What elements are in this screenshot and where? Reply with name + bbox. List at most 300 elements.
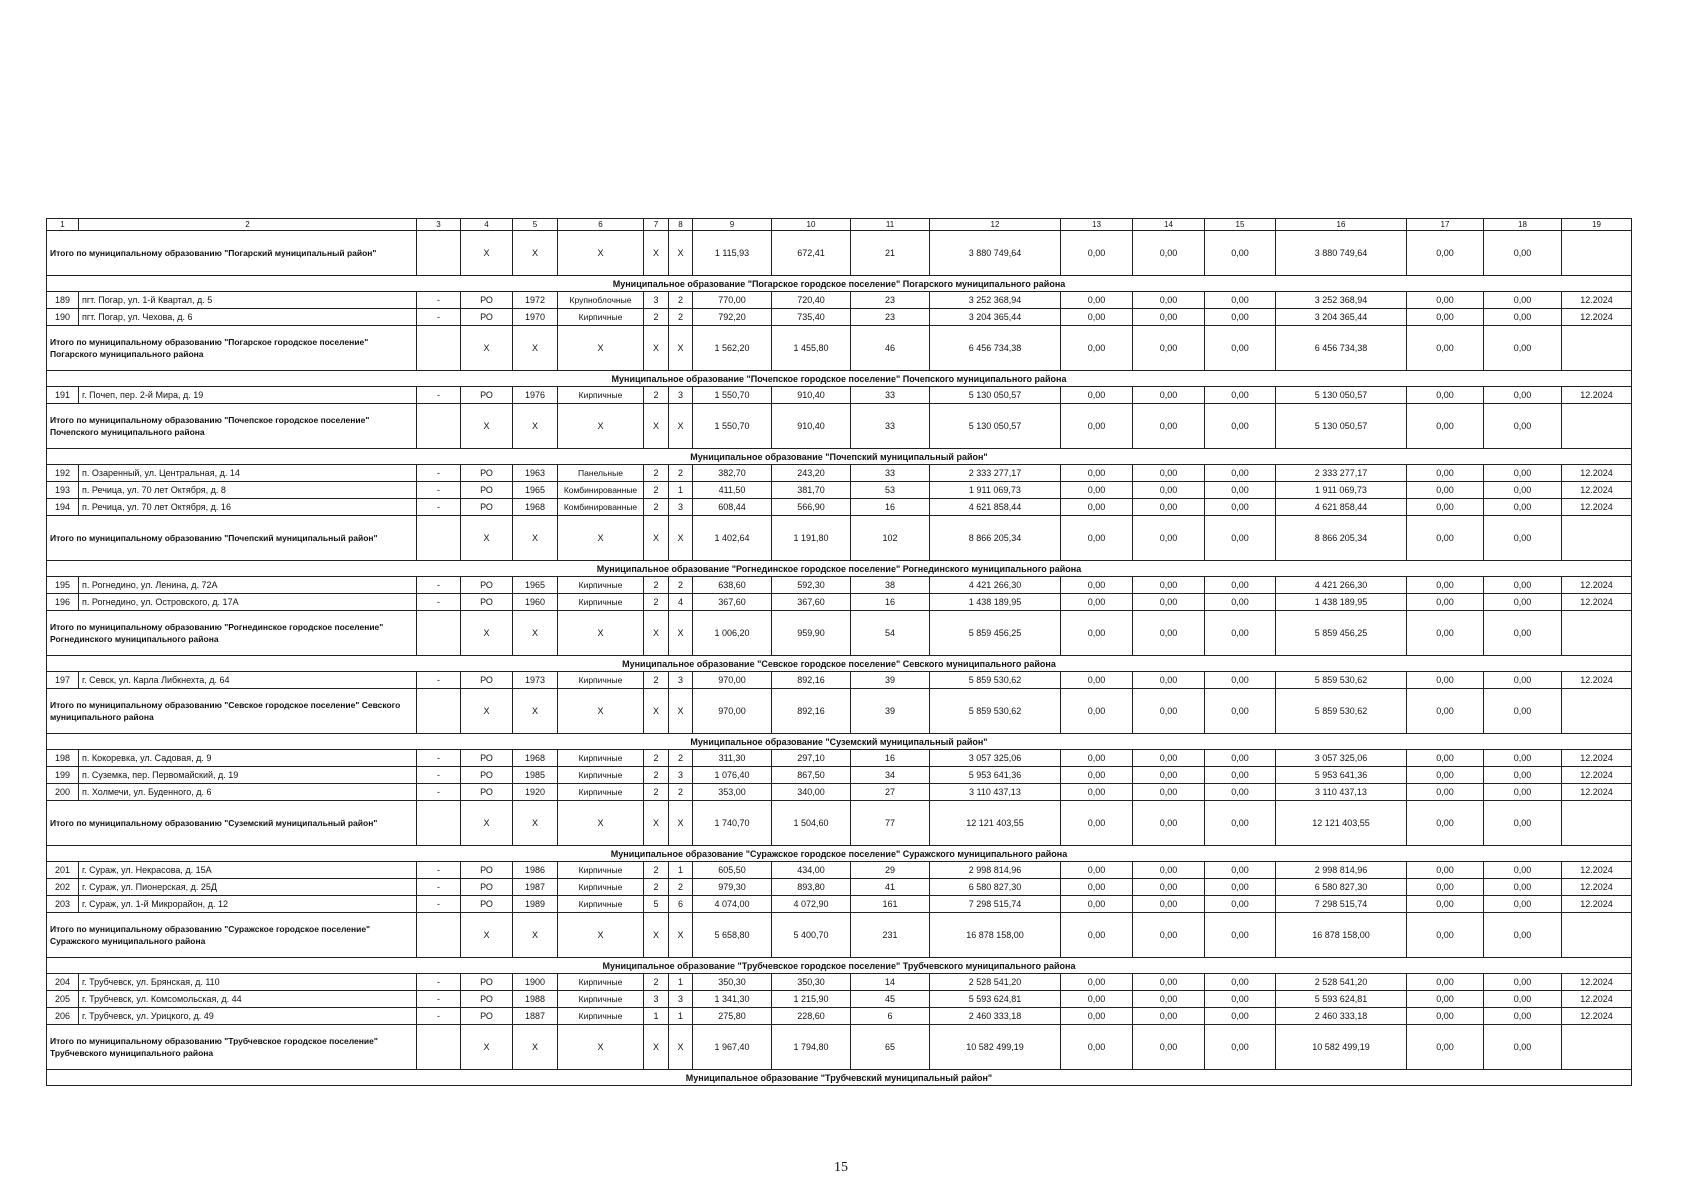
table-cell: РО: [461, 784, 513, 801]
table-cell: 0,00: [1407, 767, 1484, 784]
row-number-cell: 191: [47, 387, 79, 404]
table-cell: 2: [644, 767, 669, 784]
subtotal-cell: 0,00: [1205, 1025, 1276, 1070]
wall-material-cell: Кирпичные: [558, 309, 644, 326]
table-cell: 297,10: [772, 750, 851, 767]
subtotal-cell: X: [461, 611, 513, 656]
table-cell: 0,00: [1205, 482, 1276, 499]
table-cell: 0,00: [1061, 896, 1133, 913]
wall-material-cell: Комбинированные: [558, 482, 644, 499]
table-cell: 0,00: [1205, 862, 1276, 879]
table-row: [47, 1008, 1632, 1025]
subtotal-cell: 1 402,64: [693, 516, 772, 561]
table-cell: 29: [851, 862, 930, 879]
table-cell: 1986: [513, 862, 558, 879]
subtotal-cell: 0,00: [1061, 1025, 1133, 1070]
subtotal-cell: 0,00: [1133, 231, 1205, 276]
table-cell: 0,00: [1407, 387, 1484, 404]
subtotal-cell: 3 880 749,64: [1276, 231, 1407, 276]
column-number: 15: [1205, 219, 1276, 231]
column-number-row: [47, 219, 1632, 231]
table-cell: 12.2024: [1562, 387, 1632, 404]
table-cell: 566,90: [772, 499, 851, 516]
table-cell: 1963: [513, 465, 558, 482]
table-cell: 5 953 641,36: [1276, 767, 1407, 784]
subtotal-cell: 0,00: [1407, 404, 1484, 449]
table-cell: 12.2024: [1562, 594, 1632, 611]
subtotal-cell: 0,00: [1133, 1025, 1205, 1070]
table-cell: 2: [669, 309, 693, 326]
subtotal-cell: X: [558, 801, 644, 846]
subtotal-cell: 0,00: [1484, 516, 1562, 561]
municipality-title: Муниципальное образование "Севское городское поселение" Севского муниципального района: [47, 656, 1632, 672]
table-cell: 12.2024: [1562, 292, 1632, 309]
subtotal-cell: X: [644, 231, 669, 276]
table-cell: 0,00: [1407, 862, 1484, 879]
table-cell: 0,00: [1133, 1008, 1205, 1025]
row-number-cell: 193: [47, 482, 79, 499]
subtotal-cell: 1 740,70: [693, 801, 772, 846]
table-cell: 12.2024: [1562, 482, 1632, 499]
table-cell: 0,00: [1484, 594, 1562, 611]
table-cell: -: [417, 672, 461, 689]
municipality-heading-row: [47, 371, 1632, 387]
table-cell: 970,00: [693, 672, 772, 689]
table-cell: 12.2024: [1562, 991, 1632, 1008]
table-cell: 2: [644, 387, 669, 404]
table-cell: 2: [644, 862, 669, 879]
table-cell: 4 074,00: [693, 896, 772, 913]
table-cell: -: [417, 879, 461, 896]
subtotal-row: [47, 326, 1632, 371]
subtotal-cell: [1562, 326, 1632, 371]
subtotal-cell: 8 866 205,34: [1276, 516, 1407, 561]
subtotal-cell: 0,00: [1061, 516, 1133, 561]
table-cell: 53: [851, 482, 930, 499]
subtotal-cell: X: [669, 326, 693, 371]
subtotal-cell: X: [513, 516, 558, 561]
table-cell: 12.2024: [1562, 577, 1632, 594]
subtotal-cell: X: [461, 326, 513, 371]
table-cell: 16: [851, 499, 930, 516]
table-cell: 0,00: [1061, 309, 1133, 326]
subtotal-cell: [417, 1025, 461, 1070]
table-cell: 0,00: [1484, 862, 1562, 879]
subtotal-label: Итого по муниципальному образованию "Погарское городское поселение" Погарского муниципального района: [47, 326, 417, 371]
subtotal-cell: 46: [851, 326, 930, 371]
table-cell: 0,00: [1407, 482, 1484, 499]
subtotal-cell: 0,00: [1407, 611, 1484, 656]
subtotal-cell: 5 859 530,62: [930, 689, 1061, 734]
table-cell: 0,00: [1061, 767, 1133, 784]
table-cell: 720,40: [772, 292, 851, 309]
table-cell: 4 072,90: [772, 896, 851, 913]
subtotal-cell: [1562, 913, 1632, 958]
table-cell: 161: [851, 896, 930, 913]
table-cell: 1989: [513, 896, 558, 913]
subtotal-row: [47, 689, 1632, 734]
table-cell: 12.2024: [1562, 465, 1632, 482]
subtotal-cell: 6 456 734,38: [930, 326, 1061, 371]
subtotal-cell: 1 191,80: [772, 516, 851, 561]
column-number: 14: [1133, 219, 1205, 231]
table-cell: 1 076,40: [693, 767, 772, 784]
table-cell: 0,00: [1484, 991, 1562, 1008]
subtotal-cell: 0,00: [1133, 404, 1205, 449]
table-cell: 0,00: [1061, 387, 1133, 404]
subtotal-cell: 1 550,70: [693, 404, 772, 449]
table-cell: 23: [851, 292, 930, 309]
table-cell: -: [417, 896, 461, 913]
municipality-title: Муниципальное образование "Суземский муниципальный район": [47, 734, 1632, 750]
subtotal-cell: 65: [851, 1025, 930, 1070]
subtotal-cell: 33: [851, 404, 930, 449]
subtotal-cell: 1 006,20: [693, 611, 772, 656]
subtotal-cell: 0,00: [1061, 801, 1133, 846]
address-cell: п. Озаренный, ул. Центральная, д. 14: [79, 465, 417, 482]
table-cell: 3 110 437,13: [930, 784, 1061, 801]
wall-material-cell: Кирпичные: [558, 577, 644, 594]
table-cell: 1887: [513, 1008, 558, 1025]
subtotal-cell: 1 455,80: [772, 326, 851, 371]
subtotal-cell: 0,00: [1205, 404, 1276, 449]
table-cell: РО: [461, 991, 513, 1008]
table-cell: 979,30: [693, 879, 772, 896]
table-cell: 0,00: [1133, 862, 1205, 879]
subtotal-cell: 0,00: [1484, 611, 1562, 656]
table-cell: 1 215,90: [772, 991, 851, 1008]
subtotal-row: [47, 516, 1632, 561]
table-cell: 1 438 189,95: [930, 594, 1061, 611]
row-number-cell: 200: [47, 784, 79, 801]
table-cell: 1 911 069,73: [1276, 482, 1407, 499]
table-cell: 6 580 827,30: [930, 879, 1061, 896]
table-row: [47, 387, 1632, 404]
table-cell: 2 460 333,18: [930, 1008, 1061, 1025]
table-cell: 2: [644, 974, 669, 991]
table-cell: РО: [461, 309, 513, 326]
table-cell: 0,00: [1133, 784, 1205, 801]
table-cell: 0,00: [1407, 292, 1484, 309]
table-cell: 2: [669, 750, 693, 767]
wall-material-cell: Кирпичные: [558, 974, 644, 991]
table-cell: 0,00: [1133, 292, 1205, 309]
subtotal-label: Итого по муниципальному образованию "Погарский муниципальный район": [47, 231, 417, 276]
subtotal-cell: 672,41: [772, 231, 851, 276]
address-cell: г. Сураж, ул. Пионерская, д. 25Д: [79, 879, 417, 896]
table-cell: 0,00: [1484, 750, 1562, 767]
table-row: [47, 879, 1632, 896]
table-cell: 1976: [513, 387, 558, 404]
page-number: 15: [834, 1160, 848, 1175]
wall-material-cell: Кирпичные: [558, 387, 644, 404]
table-cell: 892,16: [772, 672, 851, 689]
subtotal-cell: 0,00: [1133, 689, 1205, 734]
subtotal-cell: 0,00: [1061, 611, 1133, 656]
subtotal-cell: 10 582 499,19: [930, 1025, 1061, 1070]
table-cell: 0,00: [1133, 499, 1205, 516]
table-cell: -: [417, 1008, 461, 1025]
address-cell: п. Кокоревка, ул. Садовая, д. 9: [79, 750, 417, 767]
table-cell: 2 333 277,17: [930, 465, 1061, 482]
subtotal-cell: [417, 516, 461, 561]
row-number-cell: 199: [47, 767, 79, 784]
table-cell: 27: [851, 784, 930, 801]
address-cell: г. Трубчевск, ул. Брянская, д. 110: [79, 974, 417, 991]
column-number: 10: [772, 219, 851, 231]
table-cell: 34: [851, 767, 930, 784]
table-cell: 0,00: [1205, 1008, 1276, 1025]
table-cell: 0,00: [1484, 292, 1562, 309]
table-cell: 45: [851, 991, 930, 1008]
table-cell: 0,00: [1061, 577, 1133, 594]
municipality-title: Муниципальное образование "Трубчевское городское поселение" Трубчевского муниципального района: [47, 958, 1632, 974]
subtotal-cell: X: [461, 1025, 513, 1070]
subtotal-label: Итого по муниципальному образованию "Почепский муниципальный район": [47, 516, 417, 561]
table-cell: 0,00: [1061, 862, 1133, 879]
table-cell: 14: [851, 974, 930, 991]
table-cell: 3 057 325,06: [930, 750, 1061, 767]
table-cell: 2: [644, 309, 669, 326]
table-cell: -: [417, 309, 461, 326]
table-cell: 367,60: [772, 594, 851, 611]
table-cell: 350,30: [772, 974, 851, 991]
table-cell: 1968: [513, 499, 558, 516]
subtotal-cell: 39: [851, 689, 930, 734]
address-cell: г. Почеп, пер. 2-й Мира, д. 19: [79, 387, 417, 404]
table-cell: 1 911 069,73: [930, 482, 1061, 499]
column-number: 13: [1061, 219, 1133, 231]
subtotal-cell: 5 859 456,25: [930, 611, 1061, 656]
table-cell: 770,00: [693, 292, 772, 309]
subtotal-cell: 5 859 530,62: [1276, 689, 1407, 734]
table-cell: 350,30: [693, 974, 772, 991]
table-cell: 1 438 189,95: [1276, 594, 1407, 611]
municipality-title: Муниципальное образование "Почепское городское поселение" Почепского муниципального района: [47, 371, 1632, 387]
wall-material-cell: Кирпичные: [558, 672, 644, 689]
subtotal-row: [47, 231, 1632, 276]
table-cell: 5 859 530,62: [1276, 672, 1407, 689]
table-cell: 1965: [513, 482, 558, 499]
subtotal-cell: X: [558, 404, 644, 449]
table-cell: 0,00: [1407, 594, 1484, 611]
table-cell: 2: [644, 499, 669, 516]
table-row: [47, 577, 1632, 594]
subtotal-cell: [417, 611, 461, 656]
municipality-title: Муниципальное образование "Суражское городское поселение" Суражского муниципального района: [47, 846, 1632, 862]
column-number: 1: [47, 219, 79, 231]
table-cell: 0,00: [1484, 974, 1562, 991]
table-cell: 23: [851, 309, 930, 326]
table-cell: 0,00: [1133, 465, 1205, 482]
subtotal-cell: [417, 326, 461, 371]
table-cell: 2: [644, 577, 669, 594]
table-cell: 0,00: [1205, 784, 1276, 801]
table-cell: 1972: [513, 292, 558, 309]
table-cell: 592,30: [772, 577, 851, 594]
table-cell: 12.2024: [1562, 767, 1632, 784]
subtotal-cell: 1 794,80: [772, 1025, 851, 1070]
table-row: [47, 896, 1632, 913]
wall-material-cell: Кирпичные: [558, 767, 644, 784]
subtotal-cell: 0,00: [1205, 516, 1276, 561]
table-cell: 275,80: [693, 1008, 772, 1025]
table-cell: 2: [644, 482, 669, 499]
subtotal-cell: 0,00: [1133, 611, 1205, 656]
table-row: [47, 991, 1632, 1008]
table-cell: 5 953 641,36: [930, 767, 1061, 784]
table-cell: 41: [851, 879, 930, 896]
subtotal-cell: 0,00: [1407, 231, 1484, 276]
table-cell: 6: [669, 896, 693, 913]
table-cell: 12.2024: [1562, 672, 1632, 689]
municipality-heading-row: [47, 276, 1632, 292]
column-number: 7: [644, 219, 669, 231]
subtotal-cell: X: [461, 689, 513, 734]
table-cell: 0,00: [1205, 594, 1276, 611]
row-number-cell: 189: [47, 292, 79, 309]
row-number-cell: 203: [47, 896, 79, 913]
table-cell: 0,00: [1133, 991, 1205, 1008]
subtotal-cell: 0,00: [1407, 801, 1484, 846]
row-number-cell: 194: [47, 499, 79, 516]
table-cell: 353,00: [693, 784, 772, 801]
table-cell: -: [417, 499, 461, 516]
subtotal-cell: 12 121 403,55: [1276, 801, 1407, 846]
wall-material-cell: Кирпичные: [558, 784, 644, 801]
table-cell: 7 298 515,74: [930, 896, 1061, 913]
table-cell: 4: [669, 594, 693, 611]
table-cell: 638,60: [693, 577, 772, 594]
subtotal-cell: 1 504,60: [772, 801, 851, 846]
table-cell: 0,00: [1407, 974, 1484, 991]
table-cell: 2: [669, 784, 693, 801]
table-cell: 4 421 266,30: [930, 577, 1061, 594]
subtotal-cell: X: [644, 326, 669, 371]
subtotal-cell: 0,00: [1484, 404, 1562, 449]
table-cell: 12.2024: [1562, 309, 1632, 326]
wall-material-cell: Кирпичные: [558, 1008, 644, 1025]
wall-material-cell: Кирпичные: [558, 991, 644, 1008]
subtotal-cell: 0,00: [1061, 326, 1133, 371]
subtotal-cell: 0,00: [1133, 801, 1205, 846]
table-cell: 2 460 333,18: [1276, 1008, 1407, 1025]
row-number-cell: 190: [47, 309, 79, 326]
subtotal-label: Итого по муниципальному образованию "Трубчевское городское поселение" Трубчевского муниципального района: [47, 1025, 417, 1070]
subtotal-cell: X: [513, 326, 558, 371]
row-number-cell: 204: [47, 974, 79, 991]
subtotal-cell: X: [558, 689, 644, 734]
table-cell: 12.2024: [1562, 784, 1632, 801]
table-cell: 0,00: [1061, 594, 1133, 611]
subtotal-cell: 892,16: [772, 689, 851, 734]
table-cell: 5 593 624,81: [1276, 991, 1407, 1008]
table-cell: 2: [644, 879, 669, 896]
subtotal-cell: [1562, 404, 1632, 449]
subtotal-cell: 0,00: [1484, 913, 1562, 958]
table-cell: 0,00: [1484, 482, 1562, 499]
table-row: [47, 309, 1632, 326]
table-cell: -: [417, 862, 461, 879]
table-cell: -: [417, 767, 461, 784]
table-cell: 12.2024: [1562, 750, 1632, 767]
table-cell: 0,00: [1133, 750, 1205, 767]
subtotal-cell: 0,00: [1061, 689, 1133, 734]
column-number: 18: [1484, 219, 1562, 231]
table-cell: РО: [461, 974, 513, 991]
table-cell: 0,00: [1407, 1008, 1484, 1025]
table-cell: 4 621 858,44: [930, 499, 1061, 516]
subtotal-cell: 0,00: [1484, 326, 1562, 371]
address-cell: п. Холмечи, ул. Буденного, д. 6: [79, 784, 417, 801]
column-number: 6: [558, 219, 644, 231]
column-number: 8: [669, 219, 693, 231]
table-cell: РО: [461, 577, 513, 594]
subtotal-cell: 0,00: [1407, 516, 1484, 561]
table-cell: -: [417, 482, 461, 499]
table-cell: 893,80: [772, 879, 851, 896]
subtotal-row: [47, 404, 1632, 449]
table-cell: 411,50: [693, 482, 772, 499]
table-cell: 1: [669, 974, 693, 991]
subtotal-row: [47, 801, 1632, 846]
subtotal-cell: 0,00: [1407, 326, 1484, 371]
table-cell: 4 621 858,44: [1276, 499, 1407, 516]
subtotal-cell: 12 121 403,55: [930, 801, 1061, 846]
table-cell: РО: [461, 750, 513, 767]
subtotal-cell: 5 400,70: [772, 913, 851, 958]
table-cell: 1900: [513, 974, 558, 991]
table-cell: 0,00: [1407, 991, 1484, 1008]
subtotal-cell: X: [558, 231, 644, 276]
table-cell: 6 580 827,30: [1276, 879, 1407, 896]
table-cell: 1960: [513, 594, 558, 611]
subtotal-cell: 910,40: [772, 404, 851, 449]
table-cell: 0,00: [1061, 672, 1133, 689]
municipality-title: Муниципальное образование "Почепский муниципальный район": [47, 449, 1632, 465]
table-row: [47, 482, 1632, 499]
row-number-cell: 202: [47, 879, 79, 896]
table-cell: -: [417, 292, 461, 309]
table-cell: 12.2024: [1562, 879, 1632, 896]
table-cell: 1: [644, 1008, 669, 1025]
table-cell: РО: [461, 672, 513, 689]
table-cell: 7 298 515,74: [1276, 896, 1407, 913]
table-cell: 3: [669, 672, 693, 689]
table-cell: 0,00: [1133, 482, 1205, 499]
subtotal-cell: [1562, 231, 1632, 276]
subtotal-cell: 0,00: [1205, 689, 1276, 734]
subtotal-cell: [1562, 611, 1632, 656]
column-number: 16: [1276, 219, 1407, 231]
table-cell: РО: [461, 767, 513, 784]
table-cell: 1987: [513, 879, 558, 896]
table-cell: 1965: [513, 577, 558, 594]
table-cell: 0,00: [1205, 577, 1276, 594]
subtotal-cell: X: [461, 913, 513, 958]
column-number: 5: [513, 219, 558, 231]
subtotal-cell: 21: [851, 231, 930, 276]
subtotal-cell: 0,00: [1133, 913, 1205, 958]
subtotal-cell: 10 582 499,19: [1276, 1025, 1407, 1070]
table-cell: 33: [851, 465, 930, 482]
municipality-heading-row: [47, 656, 1632, 672]
subtotal-cell: 231: [851, 913, 930, 958]
table-cell: 0,00: [1133, 896, 1205, 913]
table-cell: 0,00: [1484, 309, 1562, 326]
table-cell: 0,00: [1061, 1008, 1133, 1025]
table-cell: 910,40: [772, 387, 851, 404]
